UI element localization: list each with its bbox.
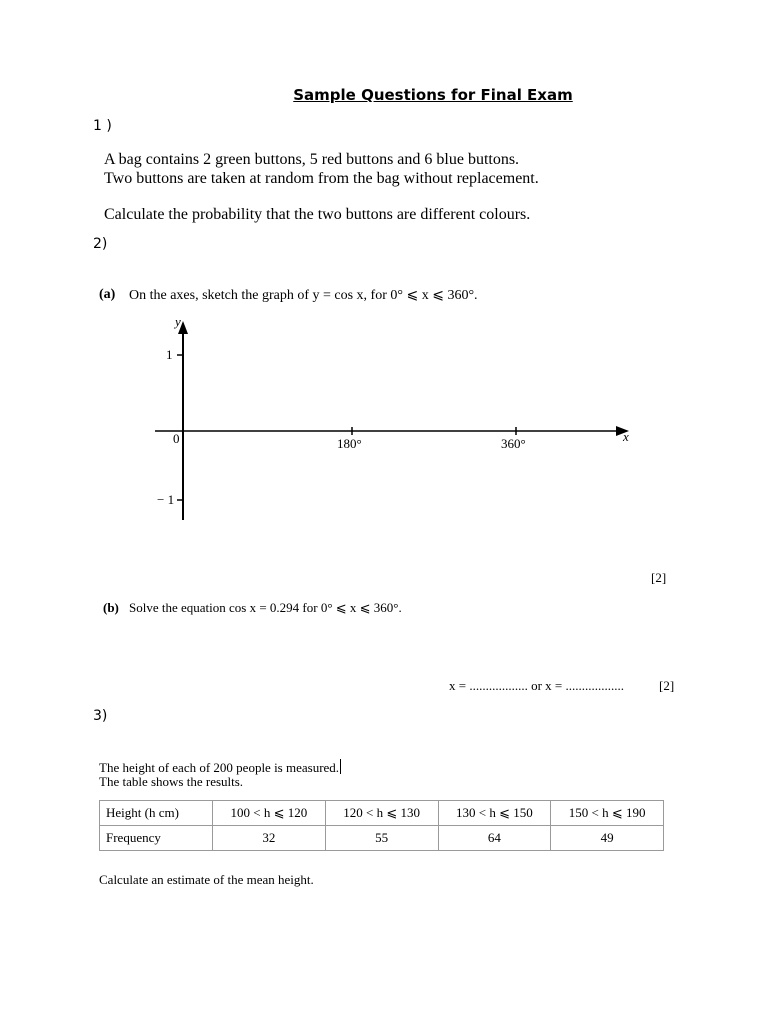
y-axis-label: y (175, 314, 181, 329)
question-2b-text: Solve the equation cos x = 0.294 for 0° ⩽ x ⩽ 360°. (129, 600, 402, 615)
y-tick-label-minus-1: − 1 (157, 492, 175, 507)
table-cell: 64 (438, 826, 551, 851)
table-header-cell: 120 < h ⩽ 130 (325, 801, 438, 826)
question-3-instruction: Calculate an estimate of the mean height. (99, 872, 314, 887)
table-header-label: Height (h cm) (100, 801, 213, 826)
question-3-line-2: The table shows the results. (99, 774, 244, 789)
cosine-axes[interactable] (145, 312, 645, 527)
x-tick-label-180: 180° (337, 436, 362, 451)
table-cell: 55 (325, 826, 438, 851)
question-3-line-1-text: The height of each of 200 people is measured. (99, 760, 340, 775)
height-frequency-table (99, 800, 664, 851)
table-row (100, 801, 664, 826)
y-tick-label-1: 1 (166, 347, 173, 362)
x-axis-label: x (623, 429, 629, 444)
part-b-marks: [2] (659, 678, 675, 693)
question-2a-text: On the axes, sketch the graph of y = cos x, for 0° ⩽ x ⩽ 360°. (129, 288, 478, 303)
answer-line[interactable]: x = .................. or x = .................. (449, 678, 624, 693)
text-cursor (340, 759, 341, 774)
table-header-cell: 100 < h ⩽ 120 (213, 801, 326, 826)
table-cell: 49 (551, 826, 664, 851)
x-tick-label-360: 360° (501, 436, 526, 451)
question-1-number: 1 ) (93, 118, 112, 134)
table-row-label: Frequency (100, 826, 213, 851)
question-2-number: 2) (93, 236, 108, 252)
question-1-line-1: A bag contains 2 green buttons, 5 red buttons and 6 blue buttons. (104, 151, 520, 168)
question-1-instruction: Calculate the probability that the two buttons are different colours. (104, 206, 531, 223)
table-cell: 32 (213, 826, 326, 851)
table-header-cell: 150 < h ⩽ 190 (551, 801, 664, 826)
part-a-marks: [2] (651, 570, 667, 585)
table-row (100, 826, 664, 851)
question-2b-label: (b) (103, 600, 119, 615)
origin-label: 0 (173, 431, 180, 446)
question-2a-label: (a) (99, 287, 116, 302)
page-title: Sample Questions for Final Exam (293, 86, 573, 104)
question-1-line-2: Two buttons are taken at random from the bag without replacement. (104, 170, 539, 187)
table-header-cell: 130 < h ⩽ 150 (438, 801, 551, 826)
question-3-number: 3) (93, 708, 108, 724)
